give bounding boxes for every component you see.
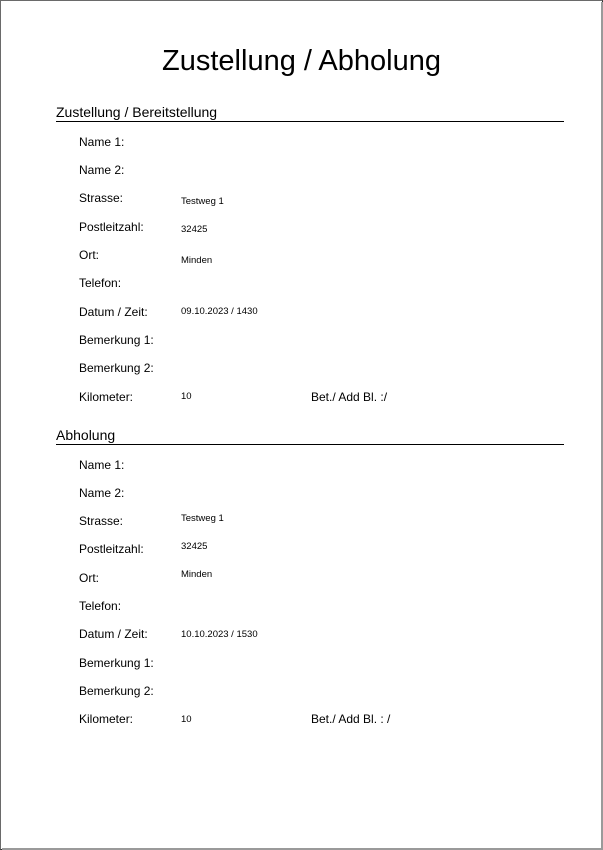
pickup-street-value: Testweg 1 [181, 513, 224, 524]
delivery-name2-label: Name 2: [79, 163, 125, 177]
pickup-phone-label: Telefon: [79, 599, 122, 613]
delivery-extra-label: Bet./ Add Bl. :/ [311, 390, 388, 404]
pickup-postcode-label: Postleitzahl: [79, 542, 144, 556]
delivery-datetime-value: 09.10.2023 / 1430 [181, 306, 258, 317]
pickup-street-label: Strasse: [79, 514, 124, 528]
pickup-remark2-label: Bemerkung 2: [79, 684, 154, 698]
delivery-city-label: Ort: [79, 248, 99, 262]
pickup-section-heading: Abholung [56, 427, 564, 445]
delivery-postcode-label: Postleitzahl: [79, 220, 144, 234]
pickup-km-label: Kilometer: [79, 712, 134, 726]
delivery-km-label: Kilometer: [79, 390, 134, 404]
pickup-datetime-value: 10.10.2023 / 1530 [181, 629, 258, 640]
delivery-section-heading: Zustellung / Bereitstellung [56, 104, 564, 122]
delivery-remark1-label: Bemerkung 1: [79, 333, 154, 347]
pickup-datetime-label: Datum / Zeit: [79, 627, 148, 641]
pickup-name2-label: Name 2: [79, 486, 125, 500]
delivery-city-value: Minden [181, 255, 213, 266]
delivery-datetime-label: Datum / Zeit: [79, 305, 148, 319]
pickup-name1-label: Name 1: [79, 458, 125, 472]
pickup-city-label: Ort: [79, 571, 99, 585]
delivery-remark2-label: Bemerkung 2: [79, 361, 154, 375]
delivery-street-label: Strasse: [79, 191, 124, 205]
pickup-remark1-label: Bemerkung 1: [79, 656, 154, 670]
delivery-name1-label: Name 1: [79, 135, 125, 149]
delivery-phone-label: Telefon: [79, 276, 122, 290]
pickup-km-value: 10 [181, 714, 192, 725]
document-title: Zustellung / Abholung [162, 45, 441, 77]
delivery-km-value: 10 [181, 391, 192, 402]
pickup-postcode-value: 32425 [181, 541, 208, 552]
pickup-extra-label: Bet./ Add Bl. : / [311, 712, 391, 726]
pickup-city-value: Minden [181, 569, 213, 580]
delivery-street-value: Testweg 1 [181, 196, 224, 207]
delivery-postcode-value: 32425 [181, 224, 208, 235]
